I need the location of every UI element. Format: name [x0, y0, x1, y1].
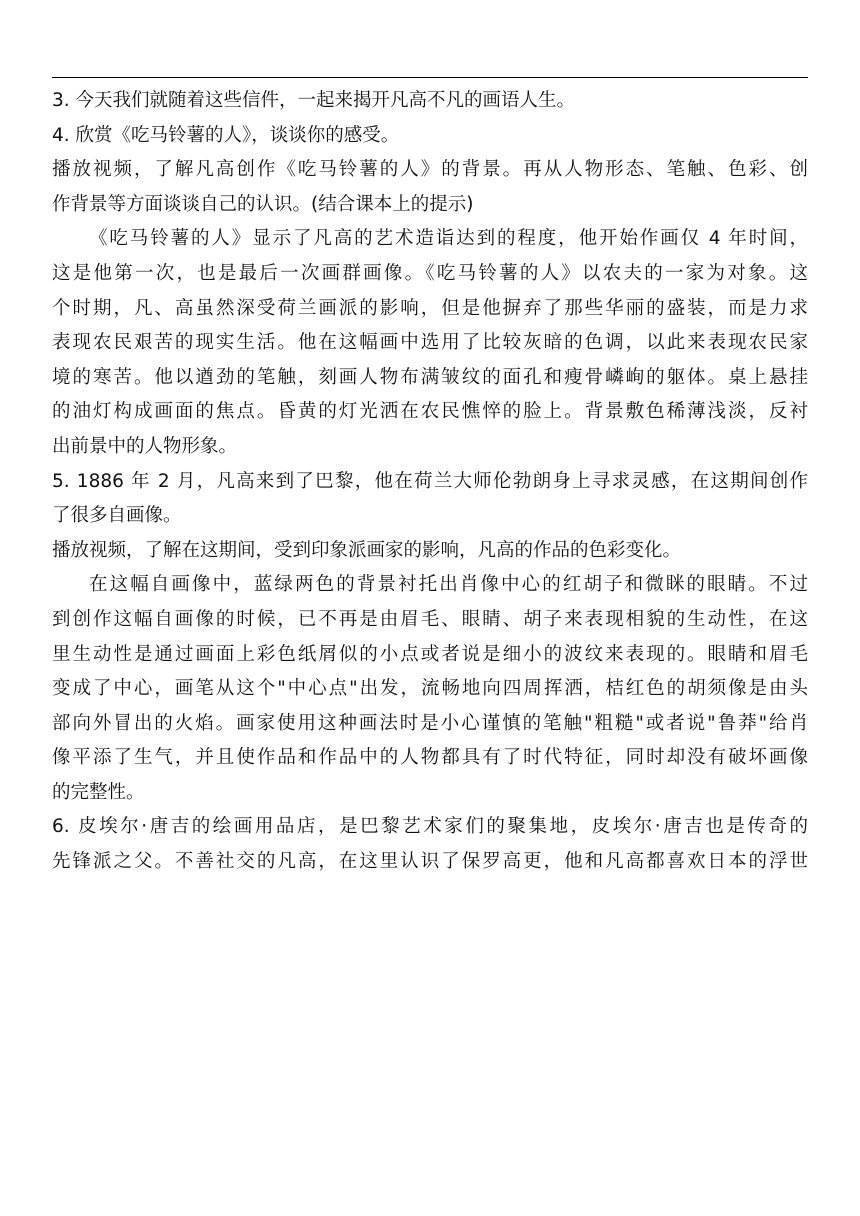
text-line: 出前景中的人物形象。	[52, 435, 238, 457]
header-rule	[52, 77, 808, 78]
text-line: 播放视频，了解凡高创作《吃马铃薯的人》的背景。再从人物形态、笔触、色彩、创	[52, 159, 808, 181]
text-line: 的油灯构成画面的焦点。昏黄的灯光洒在农民憔悴的脸上。背景敷色稀薄浅淡，反衬	[52, 401, 808, 423]
document-body	[52, 84, 808, 880]
text-line: 里生动性是通过画面上彩色纸屑似的小点或者说是细小的波纹来表现的。眼睛和眉毛	[52, 643, 808, 665]
text-line: 的完整性。	[52, 781, 145, 803]
text-line: 播放视频，了解在这期间，受到印象派画家的影响，凡高的作品的色彩变化。	[52, 539, 682, 561]
text-line: 个时期，凡、高虽然深受荷兰画派的影响，但是他摒弃了那些华丽的盛装，而是力求	[52, 297, 808, 319]
text-line: 作背景等方面谈谈自己的认识。(结合课本上的提示)	[52, 193, 474, 215]
text-line: 部向外冒出的火焰。画家使用这种画法时是小心谨慎的笔触"粗糙"或者说"鲁莽"给肖	[52, 712, 808, 734]
text-line: 了很多自画像。	[52, 505, 182, 527]
text-line: 4. 欣赏《吃马铃薯的人》，谈谈你的感受。	[52, 124, 400, 146]
text-line: 《吃马铃薯的人》显示了凡高的艺术造诣达到的程度，他开始作画仅 4 年时间，	[89, 228, 808, 250]
text-line: 表现农民艰苦的现实生活。他在这幅画中选用了比较灰暗的色调，以此来表现农民家	[52, 332, 808, 354]
text-line: 在这幅自画像中，蓝绿两色的背景衬托出肖像中心的红胡子和微眯的眼睛。不过	[89, 574, 808, 596]
text-line: 境的寒苦。他以遒劲的笔触，刻画人物布满皱纹的面孔和瘦骨嶙峋的躯体。桌上悬挂	[52, 366, 808, 388]
text-line: 3. 今天我们就随着这些信件，一起来揭开凡高不凡的画语人生。	[52, 90, 576, 111]
text-line: 到创作这幅自画像的时候，已不再是由眉毛、眼睛、胡子来表现相貌的生动性，在这	[52, 608, 808, 630]
text-line: 像平添了生气，并且使作品和作品中的人物都具有了时代特征，同时却没有破坏画像	[52, 747, 808, 769]
text-line: 5. 1886 年 2 月，凡高来到了巴黎，他在荷兰大师伦勃朗身上寻求灵感，在这期间创作	[52, 470, 808, 492]
text-line: 这是他第一次，也是最后一次画群画像。《吃马铃薯的人》以农夫的一家为对象。这	[52, 262, 808, 284]
text-line: 6. 皮埃尔·唐吉的绘画用品店，是巴黎艺术家们的聚集地，皮埃尔·唐吉也是传奇的	[52, 816, 808, 838]
text-line: 先锋派之父。不善社交的凡高，在这里认识了保罗高更，他和凡高都喜欢日本的浮世	[52, 851, 808, 873]
text-line: 变成了中心，画笔从这个"中心点"出发，流畅地向四周挥洒，桔红色的胡须像是由头	[52, 678, 808, 700]
